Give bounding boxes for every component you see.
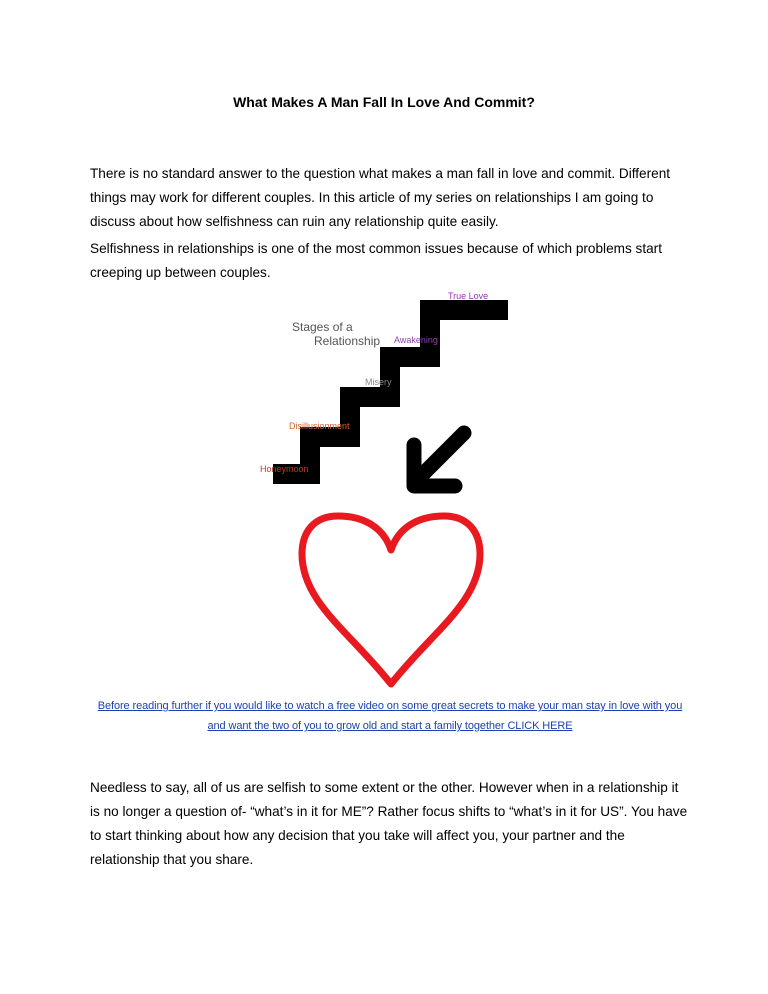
figure-heading-line1: Stages of a — [292, 320, 353, 334]
stage-label-true-love: True Love — [448, 291, 489, 301]
figure-heading-line2: Relationship — [314, 334, 381, 348]
selfishness-paragraph: Selfishness in relationships is one of the most common issues because of which problems start creeping up between couples. — [90, 241, 662, 280]
relationship-stages-illustration — [250, 282, 530, 702]
relationship-stages-figure — [250, 282, 530, 702]
heart-icon — [302, 516, 480, 684]
promo-video-link[interactable]: Before reading further if you would like to watch a free video on some great secrets to make your man stay in love with you and want the two of you to grow old and start a family together CLICK HERE — [97, 700, 683, 732]
promo-paragraph — [90, 696, 690, 736]
stage-label-disillusionment: Disillusionment — [289, 421, 350, 431]
selfish-extent-paragraph: Needless to say, all of us are selfish to some extent or the other. However when in a relationship it is no longer a question of- “what’s in it for ME”? Rather focus shifts to “what’s in it for US”. You have to start thinking about how any decision that you take will affect you, your partner and the relationship that you share. — [90, 780, 688, 867]
stage-label-honeymoon: Honeymoon — [260, 464, 309, 474]
stage-label-misery: Misery — [365, 377, 392, 387]
staircase-shape — [273, 310, 508, 474]
down-left-arrow-icon — [414, 433, 464, 486]
intro-paragraph: There is no standard answer to the question what makes a man fall in love and commit. Different things may work for different couples. In this article of my series on relationships I am going to discuss about how selfishness can ruin any relationship quite easily. — [90, 166, 671, 229]
stage-label-awakening: Awakening — [394, 335, 438, 345]
document-title: What Makes A Man Fall In Love And Commit? — [233, 94, 535, 110]
